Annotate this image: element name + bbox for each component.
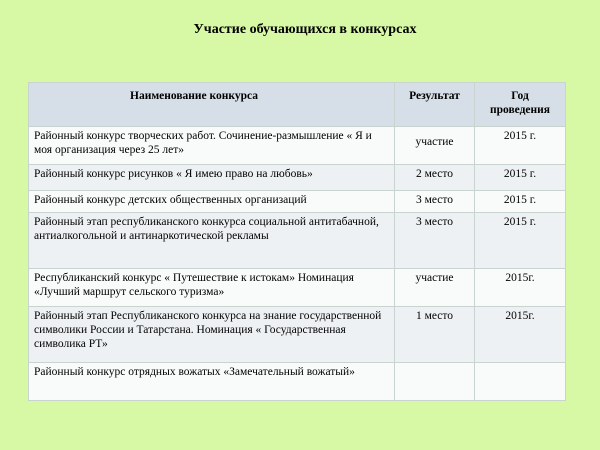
cell-year: 2015 г.: [475, 165, 566, 191]
table-row: [29, 213, 566, 269]
cell-result: 3 место: [395, 213, 475, 269]
table-row: [29, 363, 566, 401]
cell-result: 1 место: [395, 307, 475, 363]
table-row: [29, 269, 566, 307]
cell-year: [475, 363, 566, 401]
cell-result: 2 место: [395, 165, 475, 191]
table-row: [29, 307, 566, 363]
column-header-name: Наименование конкурса: [29, 83, 395, 127]
cell-year: 2015 г.: [475, 213, 566, 269]
cell-year: 2015г.: [475, 269, 566, 307]
cell-year: 2015г.: [475, 307, 566, 363]
cell-contest-name: Республиканский конкурс « Путешествие к истокам» Номинация «Лучший маршрут сельского туризма»: [29, 269, 395, 307]
cell-result: участие: [395, 127, 475, 165]
cell-result: 3 место: [395, 191, 475, 213]
cell-result: участие: [395, 269, 475, 307]
cell-contest-name: Районный этап Республиканского конкурса на знание государственной символики России и Татарстана. Номинация « Государственная символика РТ»: [29, 307, 395, 363]
cell-contest-name: Районный конкурс рисунков « Я имею право на любовь»: [29, 165, 395, 191]
cell-year: 2015 г.: [475, 191, 566, 213]
cell-year: 2015 г.: [475, 127, 566, 165]
table-row: [29, 127, 566, 165]
cell-contest-name: Районный конкурс детских общественных организаций: [29, 191, 395, 213]
column-header-result: Результат: [395, 83, 475, 127]
cell-result: [395, 363, 475, 401]
cell-contest-name: Районный конкурс отрядных вожатых «Замечательный вожатый»: [29, 363, 395, 401]
cell-contest-name: Районный конкурс творческих работ. Сочинение-размышление « Я и моя организация через 25 лет»: [29, 127, 395, 165]
table-row: [29, 165, 566, 191]
contests-table: [28, 82, 566, 401]
page-title: Участие обучающихся в конкурсах: [193, 22, 417, 37]
cell-contest-name: Районный этап республиканского конкурса социальной антитабачной, антиалкогольной и антинаркотической рекламы: [29, 213, 395, 269]
column-header-year: Год проведения: [475, 83, 566, 127]
table-row: [29, 191, 566, 213]
